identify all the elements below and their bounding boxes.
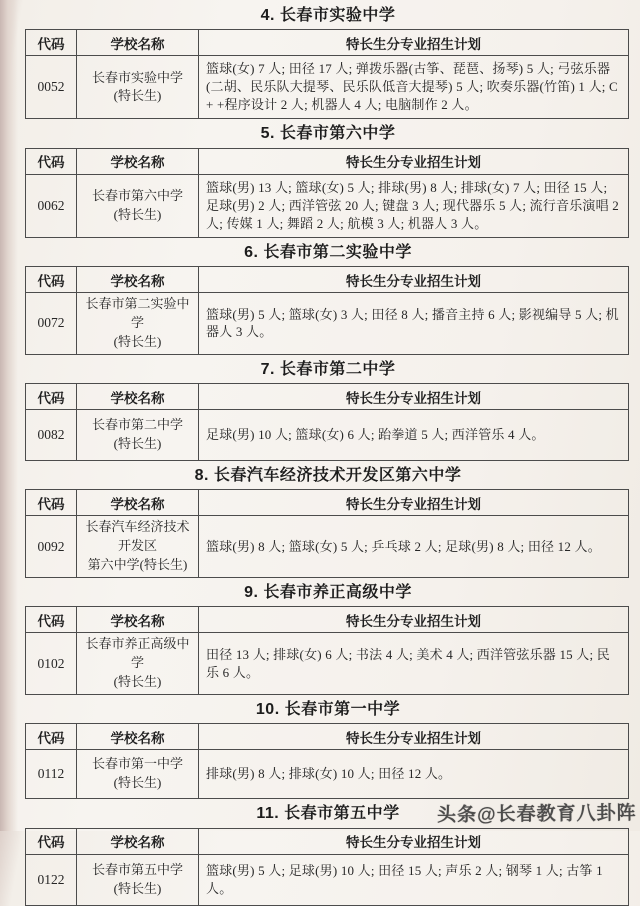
header-plan: 特长生分专业招生计划 <box>199 148 629 174</box>
header-code: 代码 <box>26 267 77 293</box>
table-header-row <box>26 30 629 56</box>
school-name <box>77 56 199 119</box>
header-school-name: 学校名称 <box>77 607 199 633</box>
header-school-name: 学校名称 <box>77 490 199 516</box>
school-name-line2: (特长生) <box>113 333 162 349</box>
plan-text: 排球(男) 8 人; 排球(女) 10 人; 田径 12 人。 <box>199 750 629 799</box>
school-code: 0102 <box>26 633 77 695</box>
section-school-5 <box>25 125 631 237</box>
table-row <box>26 516 629 578</box>
school-name <box>77 854 199 905</box>
header-code: 代码 <box>26 384 77 410</box>
table-header-row <box>26 148 629 174</box>
school-name-line2: (特长生) <box>113 436 162 452</box>
header-school-name: 学校名称 <box>77 828 199 854</box>
school-name-line1: 长春市第五中学 <box>91 861 183 877</box>
school-name <box>77 633 199 695</box>
plan-text: 田径 13 人; 排球(女) 6 人; 书法 4 人; 美术 4 人; 西洋管弦乐器 15 人; 民乐 6 人。 <box>199 633 629 695</box>
school-name <box>77 516 199 578</box>
table-row <box>26 293 629 355</box>
header-plan: 特长生分专业招生计划 <box>199 267 629 293</box>
header-plan: 特长生分专业招生计划 <box>199 724 629 750</box>
school-code: 0052 <box>26 56 77 119</box>
header-school-name: 学校名称 <box>77 384 199 410</box>
plan-text: 篮球(男) 5 人; 足球(男) 10 人; 田径 15 人; 声乐 2 人; 钢琴 1 人; 古筝 1 人。 <box>199 854 629 905</box>
section-school-9 <box>25 584 631 695</box>
school-name <box>77 174 199 237</box>
table-row <box>26 410 629 461</box>
header-plan: 特长生分专业招生计划 <box>199 607 629 633</box>
header-school-name: 学校名称 <box>77 724 199 750</box>
school-code: 0062 <box>26 174 77 237</box>
section-title: 11. 长春市第五中学 <box>256 805 400 823</box>
header-code: 代码 <box>26 490 77 516</box>
header-plan: 特长生分专业招生计划 <box>199 30 629 56</box>
school-name-line2: (特长生) <box>113 880 162 896</box>
header-code: 代码 <box>26 148 77 174</box>
school-code: 0112 <box>26 750 77 799</box>
plan-text: 篮球(男) 5 人; 篮球(女) 3 人; 田径 8 人; 播音主持 6 人; 影视编导 5 人; 机器人 3 人。 <box>199 293 629 355</box>
school-name <box>77 750 199 799</box>
section-title: 5. 长春市第六中学 <box>260 125 396 143</box>
table-row <box>26 750 629 799</box>
header-code: 代码 <box>26 724 77 750</box>
header-plan: 特长生分专业招生计划 <box>199 490 629 516</box>
school-name-line1: 长春市养正高级中学 <box>85 636 190 671</box>
table-header-row <box>26 490 629 516</box>
plan-text: 足球(男) 10 人; 篮球(女) 6 人; 跆拳道 5 人; 西洋管乐 4 人。 <box>199 410 629 461</box>
section-school-8 <box>25 467 631 578</box>
table-header-row <box>26 828 629 854</box>
table-header-row <box>26 607 629 633</box>
plan-text: 篮球(女) 7 人; 田径 17 人; 弹拨乐器(古筝、琵琶、扬琴) 5 人; 弓弦乐器(二胡、民乐队大提琴、民乐队低音大提琴) 5 人; 吹奏乐器(竹笛) 1 人; C + +程序设计 2 人; 机器人 4 人; 电脑制作 2 人。 <box>199 56 629 119</box>
table-header-row <box>26 267 629 293</box>
enrollment-table <box>25 489 629 578</box>
section-school-4 <box>25 7 631 119</box>
school-name-line1: 长春市第一中学 <box>91 756 183 772</box>
section-title: 10. 长春市第一中学 <box>255 700 401 718</box>
table-row <box>26 633 629 695</box>
section-school-10 <box>25 701 631 799</box>
school-name-line2: 第六中学(特长生) <box>87 557 188 573</box>
header-code: 代码 <box>26 30 77 56</box>
header-code: 代码 <box>26 607 77 633</box>
school-name-line2: (特长生) <box>113 775 162 791</box>
table-header-row <box>26 384 629 410</box>
plan-text: 篮球(男) 8 人; 篮球(女) 5 人; 乒乓球 2 人; 足球(男) 8 人; 田径 12 人。 <box>199 516 629 578</box>
school-code: 0122 <box>26 854 77 905</box>
enrollment-table <box>25 606 629 695</box>
table-row <box>26 56 629 119</box>
school-name <box>77 293 199 355</box>
school-code: 0082 <box>26 410 77 461</box>
header-code: 代码 <box>26 828 77 854</box>
section-title: 4. 长春市实验中学 <box>260 7 396 24</box>
section-school-6 <box>25 244 631 355</box>
enrollment-table <box>25 29 629 119</box>
section-title: 6. 长春市第二实验中学 <box>244 243 412 261</box>
enrollment-table <box>25 723 629 799</box>
school-code: 0092 <box>26 516 77 578</box>
school-name-line1: 长春市实验中学 <box>91 69 183 85</box>
section-title: 9. 长春市养正高级中学 <box>244 584 412 602</box>
header-school-name: 学校名称 <box>77 148 199 174</box>
toutiao-watermark: 头条@长春教育八卦阵 <box>437 802 638 827</box>
header-school-name: 学校名称 <box>77 267 199 293</box>
school-name-line1: 长春市第六中学 <box>91 187 183 203</box>
header-plan: 特长生分专业招生计划 <box>199 828 629 854</box>
school-name-line2: (特长生) <box>113 88 162 104</box>
enrollment-table <box>25 266 629 355</box>
enrollment-table <box>25 148 629 238</box>
table-header-row <box>26 724 629 750</box>
header-plan: 特长生分专业招生计划 <box>199 384 629 410</box>
table-row <box>26 854 629 905</box>
school-name-line1: 长春市第二中学 <box>91 417 183 433</box>
table-row <box>26 174 629 237</box>
school-name-line1: 长春汽车经济技术开发区 <box>85 519 190 554</box>
school-name-line2: (特长生) <box>113 206 162 222</box>
section-title: 8. 长春汽车经济技术开发区第六中学 <box>194 467 462 485</box>
school-name-line1: 长春市第二实验中学 <box>85 296 190 331</box>
section-title: 7. 长春市第二中学 <box>260 360 396 378</box>
enrollment-table <box>25 383 629 461</box>
school-name-line2: (特长生) <box>113 674 162 690</box>
enrollment-table <box>25 828 629 906</box>
school-name <box>77 410 199 461</box>
section-school-7 <box>25 361 631 461</box>
header-school-name: 学校名称 <box>77 30 199 56</box>
school-code: 0072 <box>26 293 77 355</box>
plan-text: 篮球(男) 13 人; 篮球(女) 5 人; 排球(男) 8 人; 排球(女) 7 人; 田径 15 人; 足球(男) 2 人; 西洋管弦 20 人; 键盘 3 人; 现代器乐 5 人; 流行音乐演唱 2 人; 传媒 1 人; 舞蹈 2 人; 航模 3 人; 机器人 3 人。 <box>199 174 629 237</box>
